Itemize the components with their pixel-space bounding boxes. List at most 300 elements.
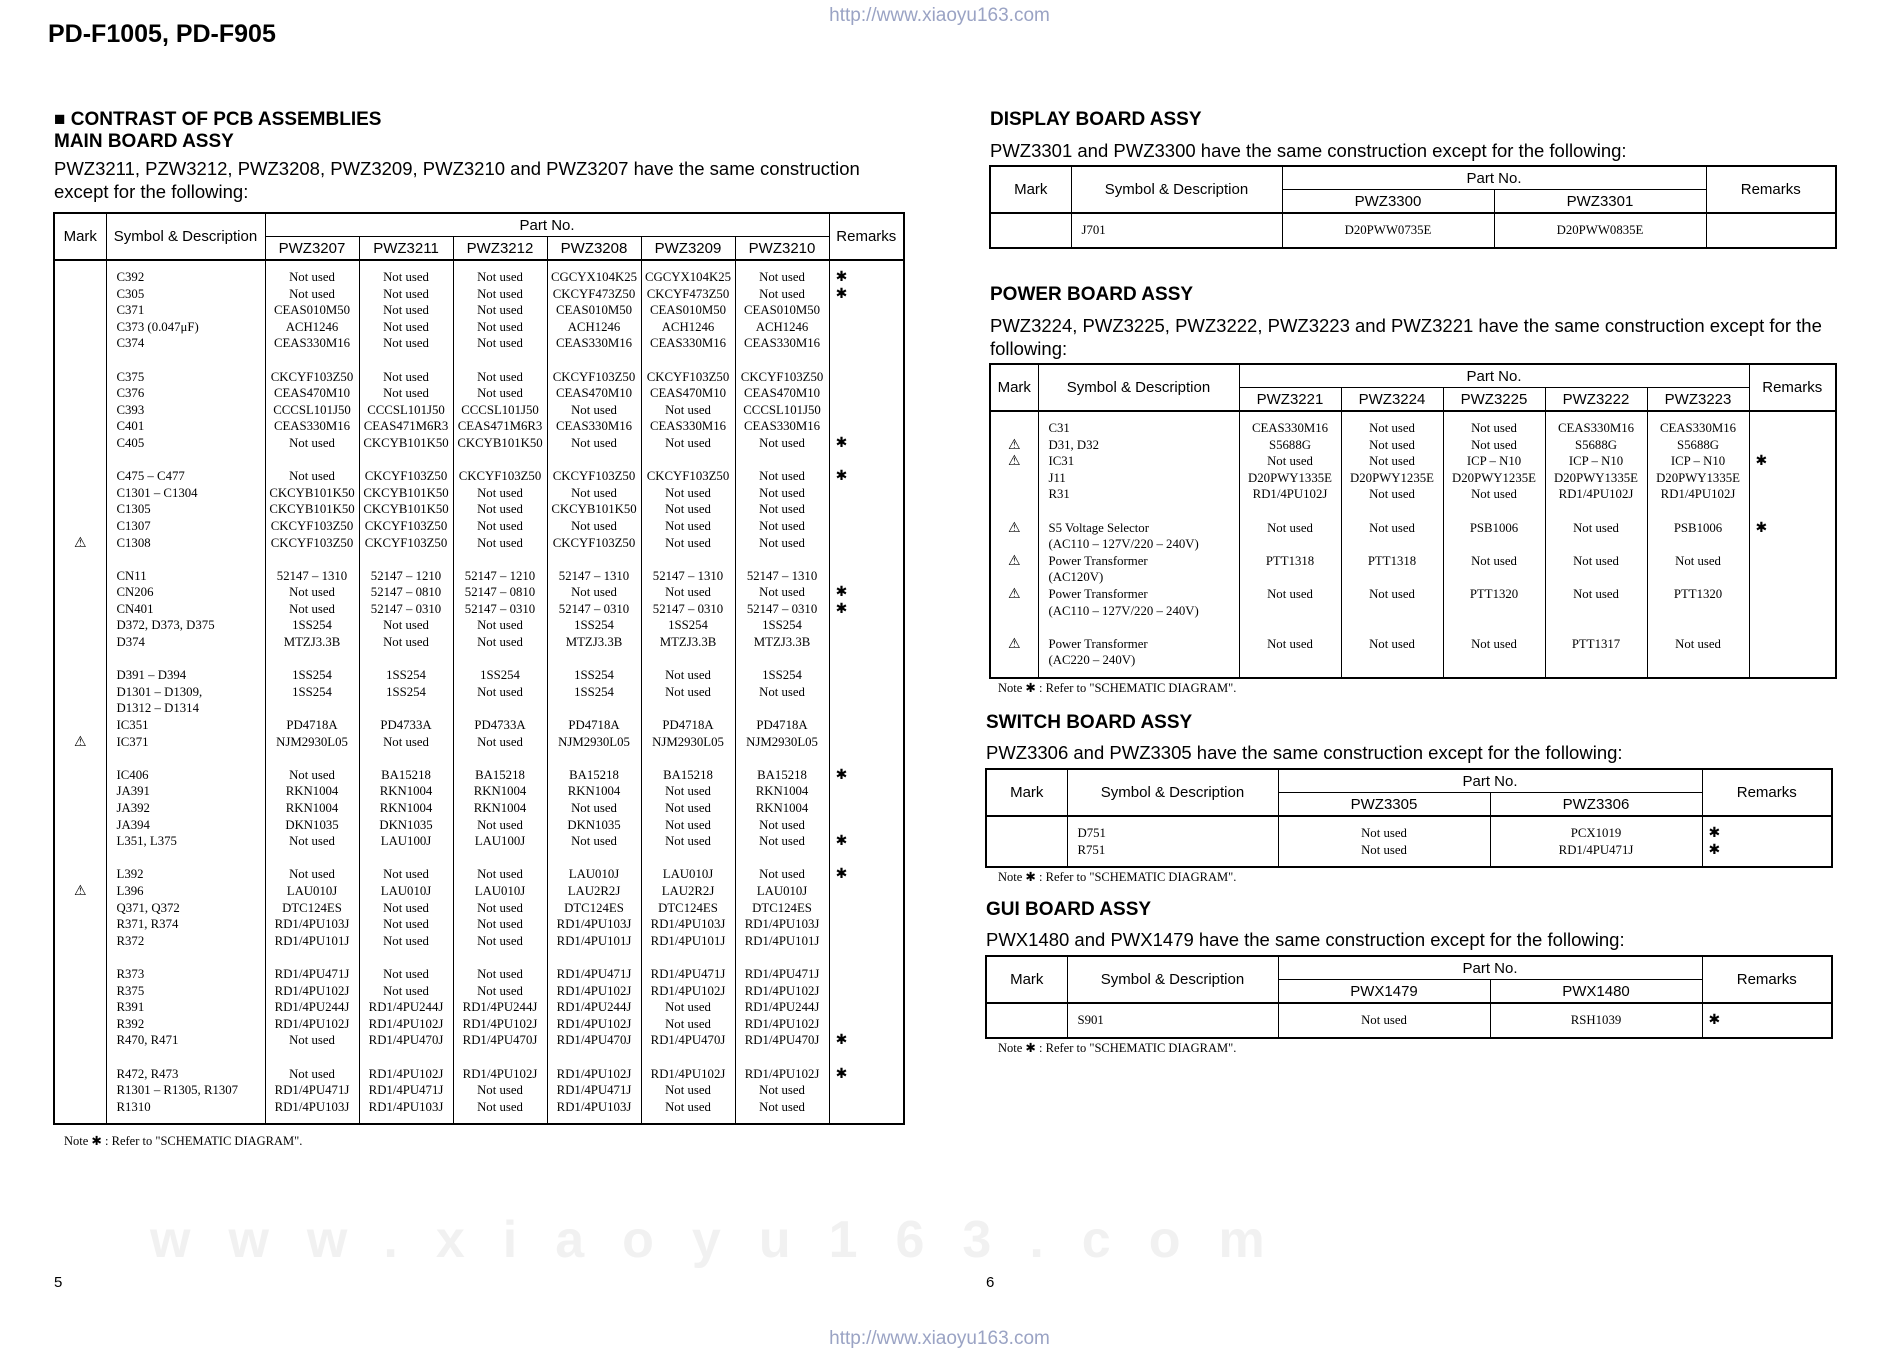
header-mark: Mark bbox=[986, 956, 1067, 1003]
mark-cell bbox=[990, 470, 1038, 487]
header-remarks: Remarks bbox=[1702, 769, 1832, 816]
part-number-cell: Not used bbox=[453, 966, 547, 983]
table-row bbox=[54, 833, 904, 850]
symbol-cell: C375 bbox=[106, 369, 265, 386]
symbol-cell: D391 – D394 bbox=[106, 667, 265, 684]
remarks-cell bbox=[829, 1082, 904, 1099]
part-number-cell: 1SS254 bbox=[547, 667, 641, 684]
part-number-cell: 1SS254 bbox=[265, 667, 359, 684]
part-number-cell: RKN1004 bbox=[735, 783, 829, 800]
part-number-cell: D20PWW0735E bbox=[1282, 222, 1494, 239]
table-row bbox=[54, 302, 904, 319]
part-number-cell: CEAS330M16 bbox=[265, 418, 359, 435]
part-number-cell: CEAS010M50 bbox=[735, 302, 829, 319]
part-number-cell: Not used bbox=[1341, 636, 1443, 653]
part-number-cell: MTZJ3.3B bbox=[735, 634, 829, 651]
part-number-cell: CCCSL101J50 bbox=[265, 402, 359, 419]
part-number-cell: RD1/4PU102J bbox=[453, 1016, 547, 1033]
table-row bbox=[990, 586, 1836, 603]
part-number-cell: Not used bbox=[359, 335, 453, 352]
remarks-cell bbox=[829, 800, 904, 817]
table-row bbox=[54, 983, 904, 1000]
mark-cell bbox=[54, 684, 106, 701]
mark-cell bbox=[54, 302, 106, 319]
row-spacer bbox=[54, 651, 904, 668]
part-number-cell: MTZJ3.3B bbox=[547, 634, 641, 651]
part-number-cell: 52147 – 1310 bbox=[265, 568, 359, 585]
symbol-cell: J701 bbox=[1071, 222, 1282, 239]
symbol-cell: C373 (0.047μF) bbox=[106, 319, 265, 336]
part-number-cell: BA15218 bbox=[735, 767, 829, 784]
part-number-cell: Not used bbox=[453, 1099, 547, 1116]
part-number-cell: D20PWY1335E bbox=[1647, 470, 1749, 487]
table-row bbox=[54, 1099, 904, 1116]
asterisk-note-icon: ✱ bbox=[829, 833, 904, 850]
mark-cell bbox=[990, 652, 1038, 669]
part-number-cell: 1SS254 bbox=[547, 684, 641, 701]
mark-cell bbox=[54, 767, 106, 784]
remarks-cell bbox=[829, 883, 904, 900]
part-number-cell: PTT1320 bbox=[1647, 586, 1749, 603]
part-number-cell: 1SS254 bbox=[453, 667, 547, 684]
part-number-cell bbox=[1341, 603, 1443, 620]
part-number-cell: BA15218 bbox=[641, 767, 735, 784]
mark-cell bbox=[54, 1099, 106, 1116]
part-number-cell: CEAS330M16 bbox=[1545, 420, 1647, 437]
part-number-cell: CKCYB101K50 bbox=[453, 435, 547, 452]
safety-warning-icon: ⚠ bbox=[990, 520, 1038, 537]
part-number-cell: RD1/4PU103J bbox=[547, 1099, 641, 1116]
row-spacer bbox=[990, 619, 1836, 636]
part-number-cell: RD1/4PU101J bbox=[641, 933, 735, 950]
table-row bbox=[54, 319, 904, 336]
main-board-desc: PWZ3211, PZW3212, PWZ3208, PWZ3209, PWZ3210 and PWZ3207 have the same construction except for the following: bbox=[54, 158, 860, 202]
part-number-cell: Not used bbox=[265, 866, 359, 883]
remarks-cell bbox=[1749, 586, 1836, 603]
part-number-cell: BA15218 bbox=[547, 767, 641, 784]
part-number-cell: CKCYB101K50 bbox=[265, 501, 359, 518]
part-number-cell: Not used bbox=[547, 402, 641, 419]
table-row bbox=[54, 684, 904, 701]
symbol-cell: (AC110 – 127V/220 – 240V) bbox=[1038, 536, 1239, 553]
part-number-cell bbox=[1545, 569, 1647, 586]
symbol-cell: D31, D32 bbox=[1038, 437, 1239, 454]
symbol-cell: Power Transformer bbox=[1038, 586, 1239, 603]
part-number-cell: RD1/4PU102J bbox=[1647, 486, 1749, 503]
part-number-cell: Not used bbox=[359, 385, 453, 402]
mark-cell bbox=[54, 568, 106, 585]
symbol-cell: R372 bbox=[106, 933, 265, 950]
part-number-cell: D20PWW0835E bbox=[1494, 222, 1706, 239]
part-number-cell: CEAS010M50 bbox=[641, 302, 735, 319]
part-number-cell: RD1/4PU102J bbox=[453, 1066, 547, 1083]
part-number-cell: Not used bbox=[1647, 636, 1749, 653]
part-number-cell: RD1/4PU470J bbox=[359, 1032, 453, 1049]
part-number-cell: CEAS330M16 bbox=[641, 335, 735, 352]
part-number-cell: CKCYF103Z50 bbox=[735, 369, 829, 386]
symbol-cell: L396 bbox=[106, 883, 265, 900]
remarks-cell bbox=[829, 734, 904, 751]
table-row bbox=[54, 667, 904, 684]
part-number-cell: RD1/4PU102J bbox=[641, 983, 735, 1000]
part-number-cell: Not used bbox=[735, 684, 829, 701]
mark-cell bbox=[54, 900, 106, 917]
remarks-cell bbox=[829, 700, 904, 717]
part-number-cell: CKCYF103Z50 bbox=[265, 535, 359, 552]
asterisk-note-icon: ✱ bbox=[1702, 1012, 1832, 1029]
symbol-cell: D374 bbox=[106, 634, 265, 651]
part-number-cell: Not used bbox=[359, 916, 453, 933]
table-row bbox=[990, 470, 1836, 487]
header-part-no: Part No. bbox=[1239, 364, 1749, 388]
part-number-cell: 1SS254 bbox=[359, 684, 453, 701]
part-number-cell: Not used bbox=[359, 369, 453, 386]
header-symbol: Symbol & Description bbox=[1071, 166, 1282, 213]
header-part-no: Part No. bbox=[1278, 956, 1702, 980]
part-number-cell: 52147 – 1210 bbox=[359, 568, 453, 585]
part-number-cell: Not used bbox=[359, 933, 453, 950]
part-number-cell: MTZJ3.3B bbox=[641, 634, 735, 651]
remarks-cell bbox=[829, 999, 904, 1016]
remarks-cell bbox=[829, 518, 904, 535]
part-number-cell: CKCYF103Z50 bbox=[547, 468, 641, 485]
part-number-cell: CKCYB101K50 bbox=[547, 501, 641, 518]
symbol-cell: IC31 bbox=[1038, 453, 1239, 470]
part-number-cell: Not used bbox=[547, 518, 641, 535]
header-symbol: Symbol & Description bbox=[1067, 769, 1278, 816]
symbol-cell: R373 bbox=[106, 966, 265, 983]
part-number-cell: CEAS010M50 bbox=[547, 302, 641, 319]
remarks-cell bbox=[829, 402, 904, 419]
symbol-cell: C305 bbox=[106, 286, 265, 303]
asterisk-note-icon: ✱ bbox=[1749, 453, 1836, 470]
part-number-cell bbox=[735, 700, 829, 717]
part-number-cell: Not used bbox=[453, 817, 547, 834]
table-row bbox=[54, 966, 904, 983]
part-number-cell: RD1/4PU471J bbox=[1490, 842, 1702, 859]
part-number-cell: Not used bbox=[453, 302, 547, 319]
part-number-cell bbox=[1239, 536, 1341, 553]
part-number-cell: RD1/4PU102J bbox=[1545, 486, 1647, 503]
mark-cell bbox=[54, 817, 106, 834]
table-row bbox=[990, 437, 1836, 454]
safety-warning-icon: ⚠ bbox=[990, 453, 1038, 470]
remarks-cell bbox=[829, 418, 904, 435]
part-number-cell: RD1/4PU102J bbox=[547, 1066, 641, 1083]
symbol-cell: S5 Voltage Selector bbox=[1038, 520, 1239, 537]
symbol-cell: C405 bbox=[106, 435, 265, 452]
part-number-cell: Not used bbox=[1341, 586, 1443, 603]
mark-cell bbox=[54, 966, 106, 983]
part-number-cell: RD1/4PU101J bbox=[735, 933, 829, 950]
part-number-cell: PTT1318 bbox=[1341, 553, 1443, 570]
part-number-cell: MTZJ3.3B bbox=[265, 634, 359, 651]
mark-cell bbox=[990, 603, 1038, 620]
footer-url[interactable]: http://www.xiaoyu163.com bbox=[829, 1328, 1050, 1349]
part-number-cell: RD1/4PU470J bbox=[453, 1032, 547, 1049]
part-number-cell: Not used bbox=[641, 535, 735, 552]
mark-cell bbox=[54, 601, 106, 618]
part-number-cell: Not used bbox=[453, 916, 547, 933]
part-number-cell: Not used bbox=[735, 468, 829, 485]
safety-warning-icon: ⚠ bbox=[54, 535, 106, 552]
part-number-cell: Not used bbox=[1239, 636, 1341, 653]
symbol-cell: CN206 bbox=[106, 584, 265, 601]
part-number-cell: Not used bbox=[359, 269, 453, 286]
remarks-cell bbox=[829, 983, 904, 1000]
part-number-cell: Not used bbox=[1341, 453, 1443, 470]
part-number-cell: RD1/4PU470J bbox=[641, 1032, 735, 1049]
part-number-cell: Not used bbox=[735, 286, 829, 303]
model-title: PD-F1005, PD-F905 bbox=[48, 20, 276, 48]
table-row bbox=[54, 1066, 904, 1083]
part-number-cell: Not used bbox=[641, 435, 735, 452]
part-number-cell: Not used bbox=[1278, 842, 1490, 859]
part-number-cell: Not used bbox=[359, 302, 453, 319]
remarks-cell bbox=[829, 302, 904, 319]
part-number-cell: RD1/4PU101J bbox=[265, 933, 359, 950]
table-row bbox=[990, 569, 1836, 586]
symbol-cell: R472, R473 bbox=[106, 1066, 265, 1083]
table-row bbox=[990, 553, 1836, 570]
symbol-cell: JA394 bbox=[106, 817, 265, 834]
part-number-cell bbox=[641, 700, 735, 717]
part-number-cell: RD1/4PU471J bbox=[265, 1082, 359, 1099]
part-number-cell: Not used bbox=[735, 269, 829, 286]
table-row bbox=[54, 501, 904, 518]
part-number-cell: CEAS330M16 bbox=[265, 335, 359, 352]
symbol-cell: R751 bbox=[1067, 842, 1278, 859]
part-number-cell: RD1/4PU103J bbox=[359, 1099, 453, 1116]
part-number-cell: CKCYF473Z50 bbox=[547, 286, 641, 303]
part-number-cell bbox=[1239, 652, 1341, 669]
remarks-cell bbox=[829, 485, 904, 502]
header-model-column: PWZ3221 bbox=[1239, 388, 1341, 412]
table-row bbox=[54, 783, 904, 800]
table-row bbox=[990, 652, 1836, 669]
part-number-cell: RKN1004 bbox=[547, 783, 641, 800]
part-number-cell: LAU010J bbox=[265, 883, 359, 900]
mark-cell bbox=[54, 335, 106, 352]
remarks-cell bbox=[829, 916, 904, 933]
part-number-cell: Not used bbox=[265, 435, 359, 452]
remarks-cell bbox=[1706, 222, 1836, 239]
symbol-cell: IC371 bbox=[106, 734, 265, 751]
part-number-cell: Not used bbox=[265, 269, 359, 286]
asterisk-note-icon: ✱ bbox=[829, 1032, 904, 1049]
mark-cell bbox=[54, 402, 106, 419]
part-number-cell: RD1/4PU103J bbox=[735, 916, 829, 933]
part-number-cell: CKCYF103Z50 bbox=[547, 369, 641, 386]
part-number-cell: Not used bbox=[453, 983, 547, 1000]
symbol-cell: IC406 bbox=[106, 767, 265, 784]
part-number-cell: PD4718A bbox=[735, 717, 829, 734]
part-number-cell: Not used bbox=[547, 584, 641, 601]
part-number-cell: CKCYF103Z50 bbox=[265, 518, 359, 535]
asterisk-note-icon: ✱ bbox=[1702, 842, 1832, 859]
asterisk-note-icon: ✱ bbox=[829, 269, 904, 286]
header-model-column: PWZ3300 bbox=[1282, 190, 1494, 214]
part-number-cell: ACH1246 bbox=[735, 319, 829, 336]
row-spacer bbox=[54, 551, 904, 568]
mark-cell bbox=[990, 420, 1038, 437]
part-number-cell: 52147 – 1310 bbox=[641, 568, 735, 585]
part-number-cell: ICP – N10 bbox=[1545, 453, 1647, 470]
symbol-cell: (AC220 – 240V) bbox=[1038, 652, 1239, 669]
part-number-cell: RD1/4PU244J bbox=[547, 999, 641, 1016]
part-number-cell: DKN1035 bbox=[547, 817, 641, 834]
part-number-cell: LAU010J bbox=[359, 883, 453, 900]
symbol-cell: C371 bbox=[106, 302, 265, 319]
table-row bbox=[54, 734, 904, 751]
part-number-cell: Not used bbox=[641, 1016, 735, 1033]
gui-board-note: Note ✱ : Refer to "SCHEMATIC DIAGRAM". bbox=[998, 1041, 1237, 1055]
table-row bbox=[990, 453, 1836, 470]
header-mark: Mark bbox=[990, 364, 1038, 411]
table-row bbox=[54, 617, 904, 634]
symbol-cell: C401 bbox=[106, 418, 265, 435]
part-number-cell: Not used bbox=[735, 435, 829, 452]
symbol-cell: C392 bbox=[106, 269, 265, 286]
part-number-cell: 1SS254 bbox=[265, 684, 359, 701]
remarks-cell bbox=[829, 617, 904, 634]
main-board-note: Note ✱ : Refer to "SCHEMATIC DIAGRAM". bbox=[64, 1134, 303, 1148]
part-number-cell: CCCSL101J50 bbox=[359, 402, 453, 419]
header-part-no: Part No. bbox=[1282, 166, 1706, 190]
part-number-cell: Not used bbox=[1278, 825, 1490, 842]
mark-cell bbox=[54, 485, 106, 502]
part-number-cell: Not used bbox=[359, 617, 453, 634]
table-row bbox=[54, 999, 904, 1016]
part-number-cell: CKCYF103Z50 bbox=[359, 468, 453, 485]
header-model-column: PWZ3223 bbox=[1647, 388, 1749, 412]
part-number-cell: DKN1035 bbox=[359, 817, 453, 834]
row-spacer bbox=[54, 452, 904, 469]
part-number-cell bbox=[1647, 569, 1749, 586]
part-number-cell: D20PWY1235E bbox=[1443, 470, 1545, 487]
mark-cell bbox=[54, 833, 106, 850]
part-number-cell: CEAS330M16 bbox=[641, 418, 735, 435]
part-number-cell: RD1/4PU103J bbox=[641, 916, 735, 933]
part-number-cell: PD4718A bbox=[265, 717, 359, 734]
symbol-cell: R1301 – R1305, R1307 bbox=[106, 1082, 265, 1099]
display-board-desc: PWZ3301 and PWZ3300 have the same construction except for the following: bbox=[990, 140, 1627, 161]
asterisk-note-icon: ✱ bbox=[829, 1066, 904, 1083]
symbol-cell: C374 bbox=[106, 335, 265, 352]
part-number-cell: 52147 – 0310 bbox=[359, 601, 453, 618]
part-number-cell: Not used bbox=[735, 584, 829, 601]
header-model-column: PWZ3305 bbox=[1278, 793, 1490, 817]
remarks-cell bbox=[1749, 470, 1836, 487]
symbol-cell: R375 bbox=[106, 983, 265, 1000]
part-number-cell: CKCYB101K50 bbox=[265, 485, 359, 502]
part-number-cell: Not used bbox=[453, 319, 547, 336]
part-number-cell: Not used bbox=[641, 817, 735, 834]
asterisk-note-icon: ✱ bbox=[829, 767, 904, 784]
table-row bbox=[54, 700, 904, 717]
part-number-cell: RD1/4PU102J bbox=[735, 983, 829, 1000]
part-number-cell: RD1/4PU244J bbox=[265, 999, 359, 1016]
remarks-cell bbox=[829, 717, 904, 734]
part-number-cell: Not used bbox=[1443, 553, 1545, 570]
part-number-cell: CEAS470M10 bbox=[547, 385, 641, 402]
part-number-cell: RD1/4PU103J bbox=[265, 916, 359, 933]
mark-cell bbox=[54, 700, 106, 717]
part-number-cell: Not used bbox=[1647, 553, 1749, 570]
part-number-cell bbox=[1545, 603, 1647, 620]
part-number-cell: CCCSL101J50 bbox=[453, 402, 547, 419]
remarks-cell bbox=[1749, 603, 1836, 620]
symbol-cell: CN11 bbox=[106, 568, 265, 585]
part-number-cell: Not used bbox=[735, 866, 829, 883]
part-number-cell: Not used bbox=[265, 833, 359, 850]
part-number-cell: RKN1004 bbox=[453, 800, 547, 817]
part-number-cell: 52147 – 0310 bbox=[735, 601, 829, 618]
part-number-cell: Not used bbox=[1545, 553, 1647, 570]
mark-cell bbox=[54, 1032, 106, 1049]
part-number-cell: CCCSL101J50 bbox=[735, 402, 829, 419]
mark-cell bbox=[54, 933, 106, 950]
safety-warning-icon: ⚠ bbox=[54, 734, 106, 751]
table-row bbox=[54, 286, 904, 303]
remarks-cell bbox=[1749, 553, 1836, 570]
header-part-no: Part No. bbox=[265, 213, 829, 237]
remarks-cell bbox=[829, 783, 904, 800]
part-number-cell: PD4718A bbox=[641, 717, 735, 734]
table-row bbox=[54, 402, 904, 419]
header-symbol: Symbol & Description bbox=[1038, 364, 1239, 411]
part-number-cell: Not used bbox=[453, 518, 547, 535]
header-remarks: Remarks bbox=[1749, 364, 1836, 411]
main-board-table bbox=[53, 212, 905, 1125]
remarks-cell bbox=[1749, 486, 1836, 503]
symbol-cell: C1308 bbox=[106, 535, 265, 552]
table-row bbox=[54, 385, 904, 402]
part-number-cell: Not used bbox=[735, 501, 829, 518]
symbol-cell: D751 bbox=[1067, 825, 1278, 842]
part-number-cell: Not used bbox=[1239, 586, 1341, 603]
part-number-cell: 1SS254 bbox=[735, 617, 829, 634]
mark-cell bbox=[54, 385, 106, 402]
part-number-cell: S5688G bbox=[1239, 437, 1341, 454]
power-board-title: POWER BOARD ASSY bbox=[990, 284, 1194, 305]
part-number-cell: RD1/4PU471J bbox=[359, 1082, 453, 1099]
part-number-cell: RD1/4PU244J bbox=[735, 999, 829, 1016]
part-number-cell: CKCYF103Z50 bbox=[359, 518, 453, 535]
safety-warning-icon: ⚠ bbox=[990, 437, 1038, 454]
mark-cell bbox=[54, 1016, 106, 1033]
part-number-cell: DTC124ES bbox=[735, 900, 829, 917]
part-number-cell: RD1/4PU102J bbox=[359, 1066, 453, 1083]
part-number-cell bbox=[1647, 536, 1749, 553]
header-remarks: Remarks bbox=[829, 213, 904, 260]
table-row bbox=[54, 800, 904, 817]
row-spacer bbox=[54, 352, 904, 369]
part-number-cell: NJM2930L05 bbox=[547, 734, 641, 751]
remarks-cell bbox=[1749, 636, 1836, 653]
header-url[interactable]: http://www.xiaoyu163.com bbox=[829, 5, 1050, 26]
symbol-cell: C1305 bbox=[106, 501, 265, 518]
table-row bbox=[990, 520, 1836, 537]
part-number-cell: Not used bbox=[735, 518, 829, 535]
remarks-cell bbox=[829, 369, 904, 386]
part-number-cell: Not used bbox=[359, 983, 453, 1000]
gui-board-title: GUI BOARD ASSY bbox=[986, 899, 1152, 920]
part-number-cell: CEAS010M50 bbox=[265, 302, 359, 319]
remarks-cell bbox=[1749, 420, 1836, 437]
symbol-cell: C1307 bbox=[106, 518, 265, 535]
part-number-cell: PD4733A bbox=[453, 717, 547, 734]
